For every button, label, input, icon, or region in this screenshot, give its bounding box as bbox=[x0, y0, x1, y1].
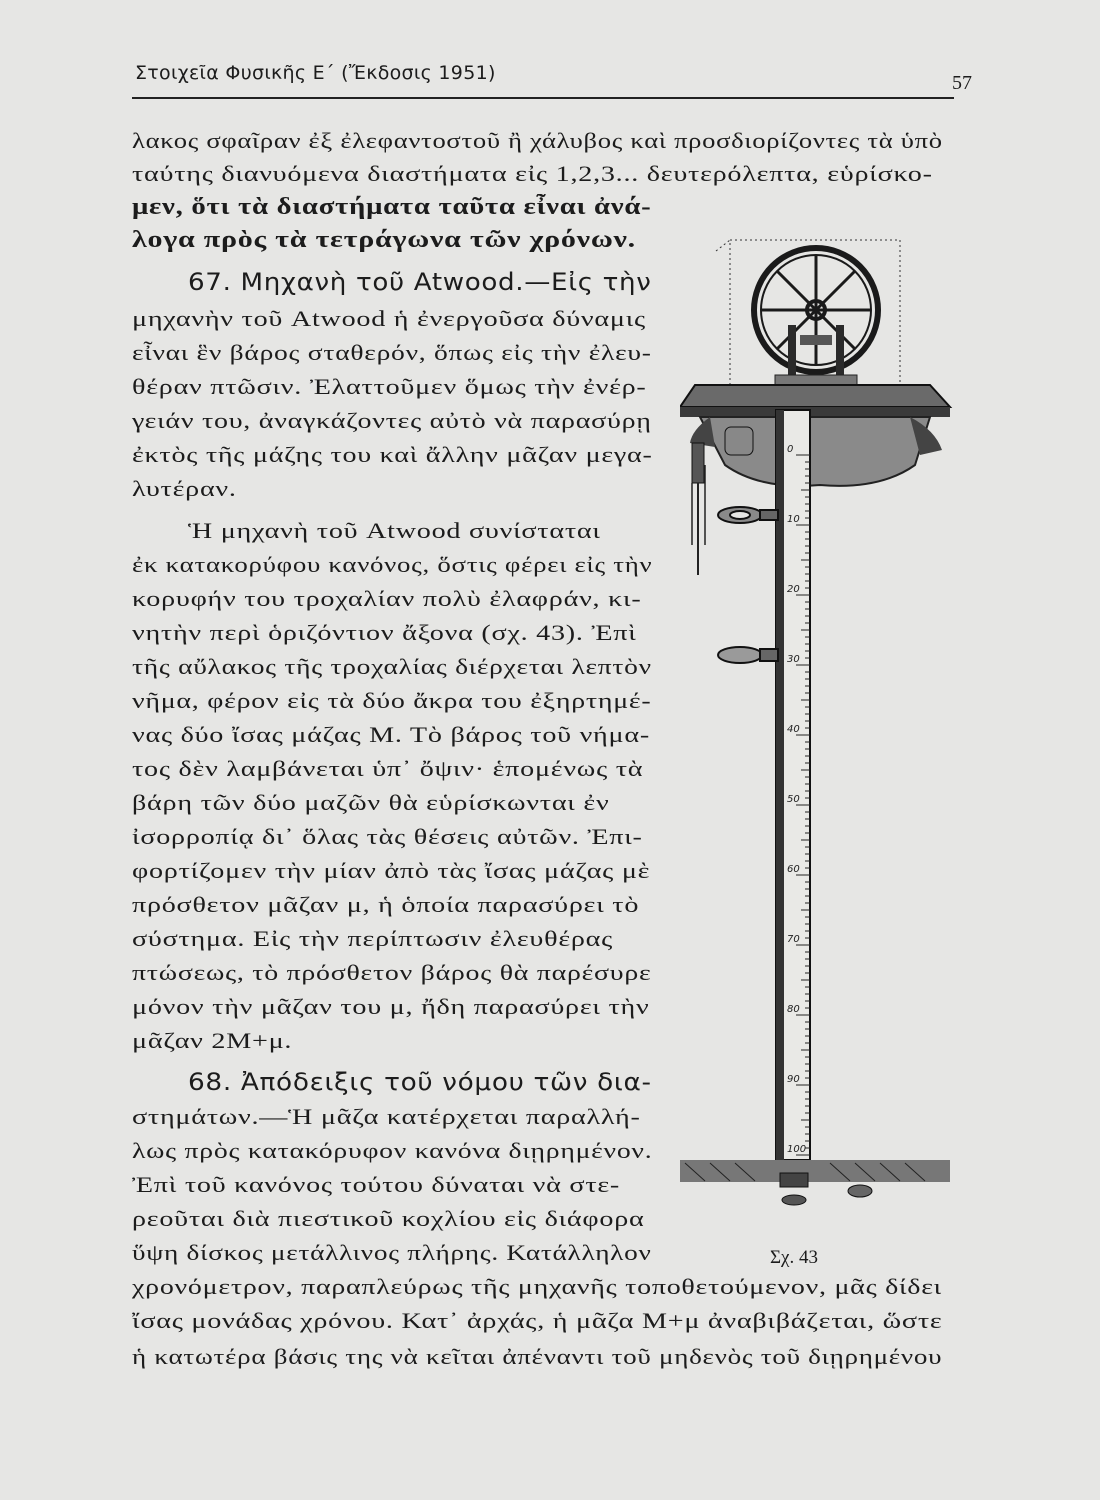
text-line: φορτίζομεν τὴν μίαν ἀπὸ τὰς ἴσας μάζας μὲ bbox=[132, 858, 651, 883]
text-line: μηχανὴν τοῦ Atwood ἡ ἐνεργοῦσα δύναμις bbox=[132, 306, 646, 331]
figure-caption: Σχ. 43 bbox=[770, 1247, 818, 1268]
text-line: μεν, ὅτι τὰ διαστήματα ταῦτα εἶναι ἀνά- bbox=[132, 194, 652, 220]
ruler-label: 80 bbox=[787, 1004, 800, 1015]
ruler-label: 50 bbox=[787, 794, 800, 805]
text-line: στημάτων.—Ἡ μᾶζα κατέρχεται παραλλή- bbox=[132, 1104, 641, 1129]
text-line: νῆμα, φέρον εἰς τὰ δύο ἄκρα του ἐξηρτημέ- bbox=[132, 688, 652, 713]
text-line: λυτέραν. bbox=[132, 476, 237, 501]
ruler-label: 70 bbox=[787, 934, 800, 945]
table-top bbox=[680, 385, 950, 486]
ruler-label: 20 bbox=[787, 584, 800, 595]
text-line: τῆς αὔλακος τῆς τροχαλίας διέρχεται λεπτὸν bbox=[132, 654, 652, 679]
atwood-machine-illustration bbox=[680, 215, 955, 1260]
ruler-label: 100 bbox=[787, 1144, 807, 1155]
text-line: ἰσορροπίᾳ δι᾿ ὅλας τὰς θέσεις αὐτῶν. Ἐπι- bbox=[132, 824, 643, 849]
text-line: ἡ κατωτέρα βάσις της νὰ κεῖται ἀπέναντι τοῦ μηδενὸς τοῦ διῃρημένου bbox=[132, 1344, 943, 1369]
ruler-label: 60 bbox=[787, 864, 800, 875]
text-line: ταύτης διανυόμενα διαστήματα εἰς 1,2,3... δευτερόλεπτα, εὑρίσκο- bbox=[132, 161, 933, 186]
ring-stage bbox=[718, 507, 778, 523]
ruler-label: 40 bbox=[787, 724, 800, 735]
text-line: μόνον τὴν μᾶζαν του μ, ἤδη παρασύρει τὴν bbox=[132, 994, 650, 1019]
text-line: εἶναι ἓν βάρος σταθερόν, ὅπως εἰς τὴν ἐλευ- bbox=[132, 340, 652, 365]
disk-stage bbox=[718, 647, 778, 663]
text-line: πρόσθετον μᾶζαν μ, ἡ ὁποία παρασύρει τὸ bbox=[132, 892, 640, 917]
text-line: πτώσεως, τὸ πρόσθετον βάρος θὰ παρέσυρε bbox=[132, 960, 652, 985]
ground-base bbox=[680, 1160, 950, 1205]
text-line: Ἡ μηχανὴ τοῦ Atwood συνίσταται bbox=[188, 518, 601, 543]
text-line: 67. Μηχανὴ τοῦ Atwood.—Εἰς τὴν bbox=[188, 268, 652, 296]
text-line: κορυφήν του τροχαλίαν πολὺ ἐλαφράν, κι- bbox=[132, 586, 642, 611]
text-line: νας δύο ἴσας μάζας Μ. Τὸ βάρος τοῦ νήμα- bbox=[132, 722, 650, 747]
text-line: ἐκτὸς τῆς μάζης του καὶ ἄλλην μᾶζαν μεγα- bbox=[132, 442, 653, 467]
text-line: σύστημα. Εἰς τὴν περίπτωσιν ἐλευθέρας bbox=[132, 926, 614, 951]
text-line: λογα πρὸς τὰ τετράγωνα τῶν χρόνων. bbox=[132, 227, 636, 253]
running-header: Στοιχεῖα Φυσικῆς Ε΄ (Ἔκδοσις 1951) bbox=[135, 62, 496, 84]
text-line: μᾶζαν 2Μ+μ. bbox=[132, 1028, 293, 1053]
text-line: Ἐπὶ τοῦ κανόνος τούτου δύναται νὰ στε- bbox=[132, 1172, 621, 1197]
text-line: χρονόμετρον, παραπλεύρως τῆς μηχανῆς τοποθετούμενον, μᾶς δίδει bbox=[132, 1274, 942, 1299]
text-line: τος δὲν λαμβάνεται ὑπ᾿ ὄψιν· ἑπομένως τὰ bbox=[132, 756, 644, 781]
text-line: 68. Ἀπόδειξις τοῦ νόμου τῶν δια- bbox=[188, 1068, 652, 1096]
text-line: ρεοῦται διὰ πιεστικοῦ κοχλίου εἰς διάφορα bbox=[132, 1206, 645, 1231]
text-line: λακος σφαῖραν ἐξ ἐλεφαντοστοῦ ἢ χάλυβος καὶ προσδιορίζοντες τὰ ὑπὸ bbox=[132, 128, 943, 153]
ruler-label: 0 bbox=[787, 444, 794, 455]
vertical-ruler bbox=[776, 410, 810, 1160]
text-line: ἐκ κατακορύφου κανόνος, ὅστις φέρει εἰς τὴν bbox=[132, 552, 653, 577]
text-line: ὕψη δίσκος μετάλλινος πλήρης. Κατάλληλον bbox=[132, 1240, 652, 1265]
text-line: νητὴν περὶ ὁριζόντιον ἄξονα (σχ. 43). Ἐπὶ bbox=[132, 620, 637, 645]
ruler-label: 10 bbox=[787, 514, 800, 525]
text-line: θέραν πτῶσιν. Ἐλαττοῦμεν ὅμως τὴν ἐνέρ- bbox=[132, 374, 647, 399]
ruler-label: 30 bbox=[787, 654, 800, 665]
ruler-label: 90 bbox=[787, 1074, 800, 1085]
text-line: γειάν του, ἀναγκάζοντες αὐτὸ νὰ παρασύρῃ bbox=[132, 408, 652, 433]
text-line: λως πρὸς κατακόρυφον κανόνα διῃρημένον. bbox=[132, 1138, 653, 1163]
header-rule bbox=[132, 97, 954, 99]
pulley-wheel bbox=[754, 248, 878, 372]
text-line: βάρη τῶν δύο μαζῶν θὰ εὑρίσκωνται ἐν bbox=[132, 790, 610, 815]
text-line: ἴσας μονάδας χρόνου. Κατ᾿ ἀρχάς, ἡ μᾶζα Μ+μ ἀναβιβάζεται, ὥστε bbox=[132, 1308, 943, 1333]
page-number: 57 bbox=[952, 72, 972, 94]
